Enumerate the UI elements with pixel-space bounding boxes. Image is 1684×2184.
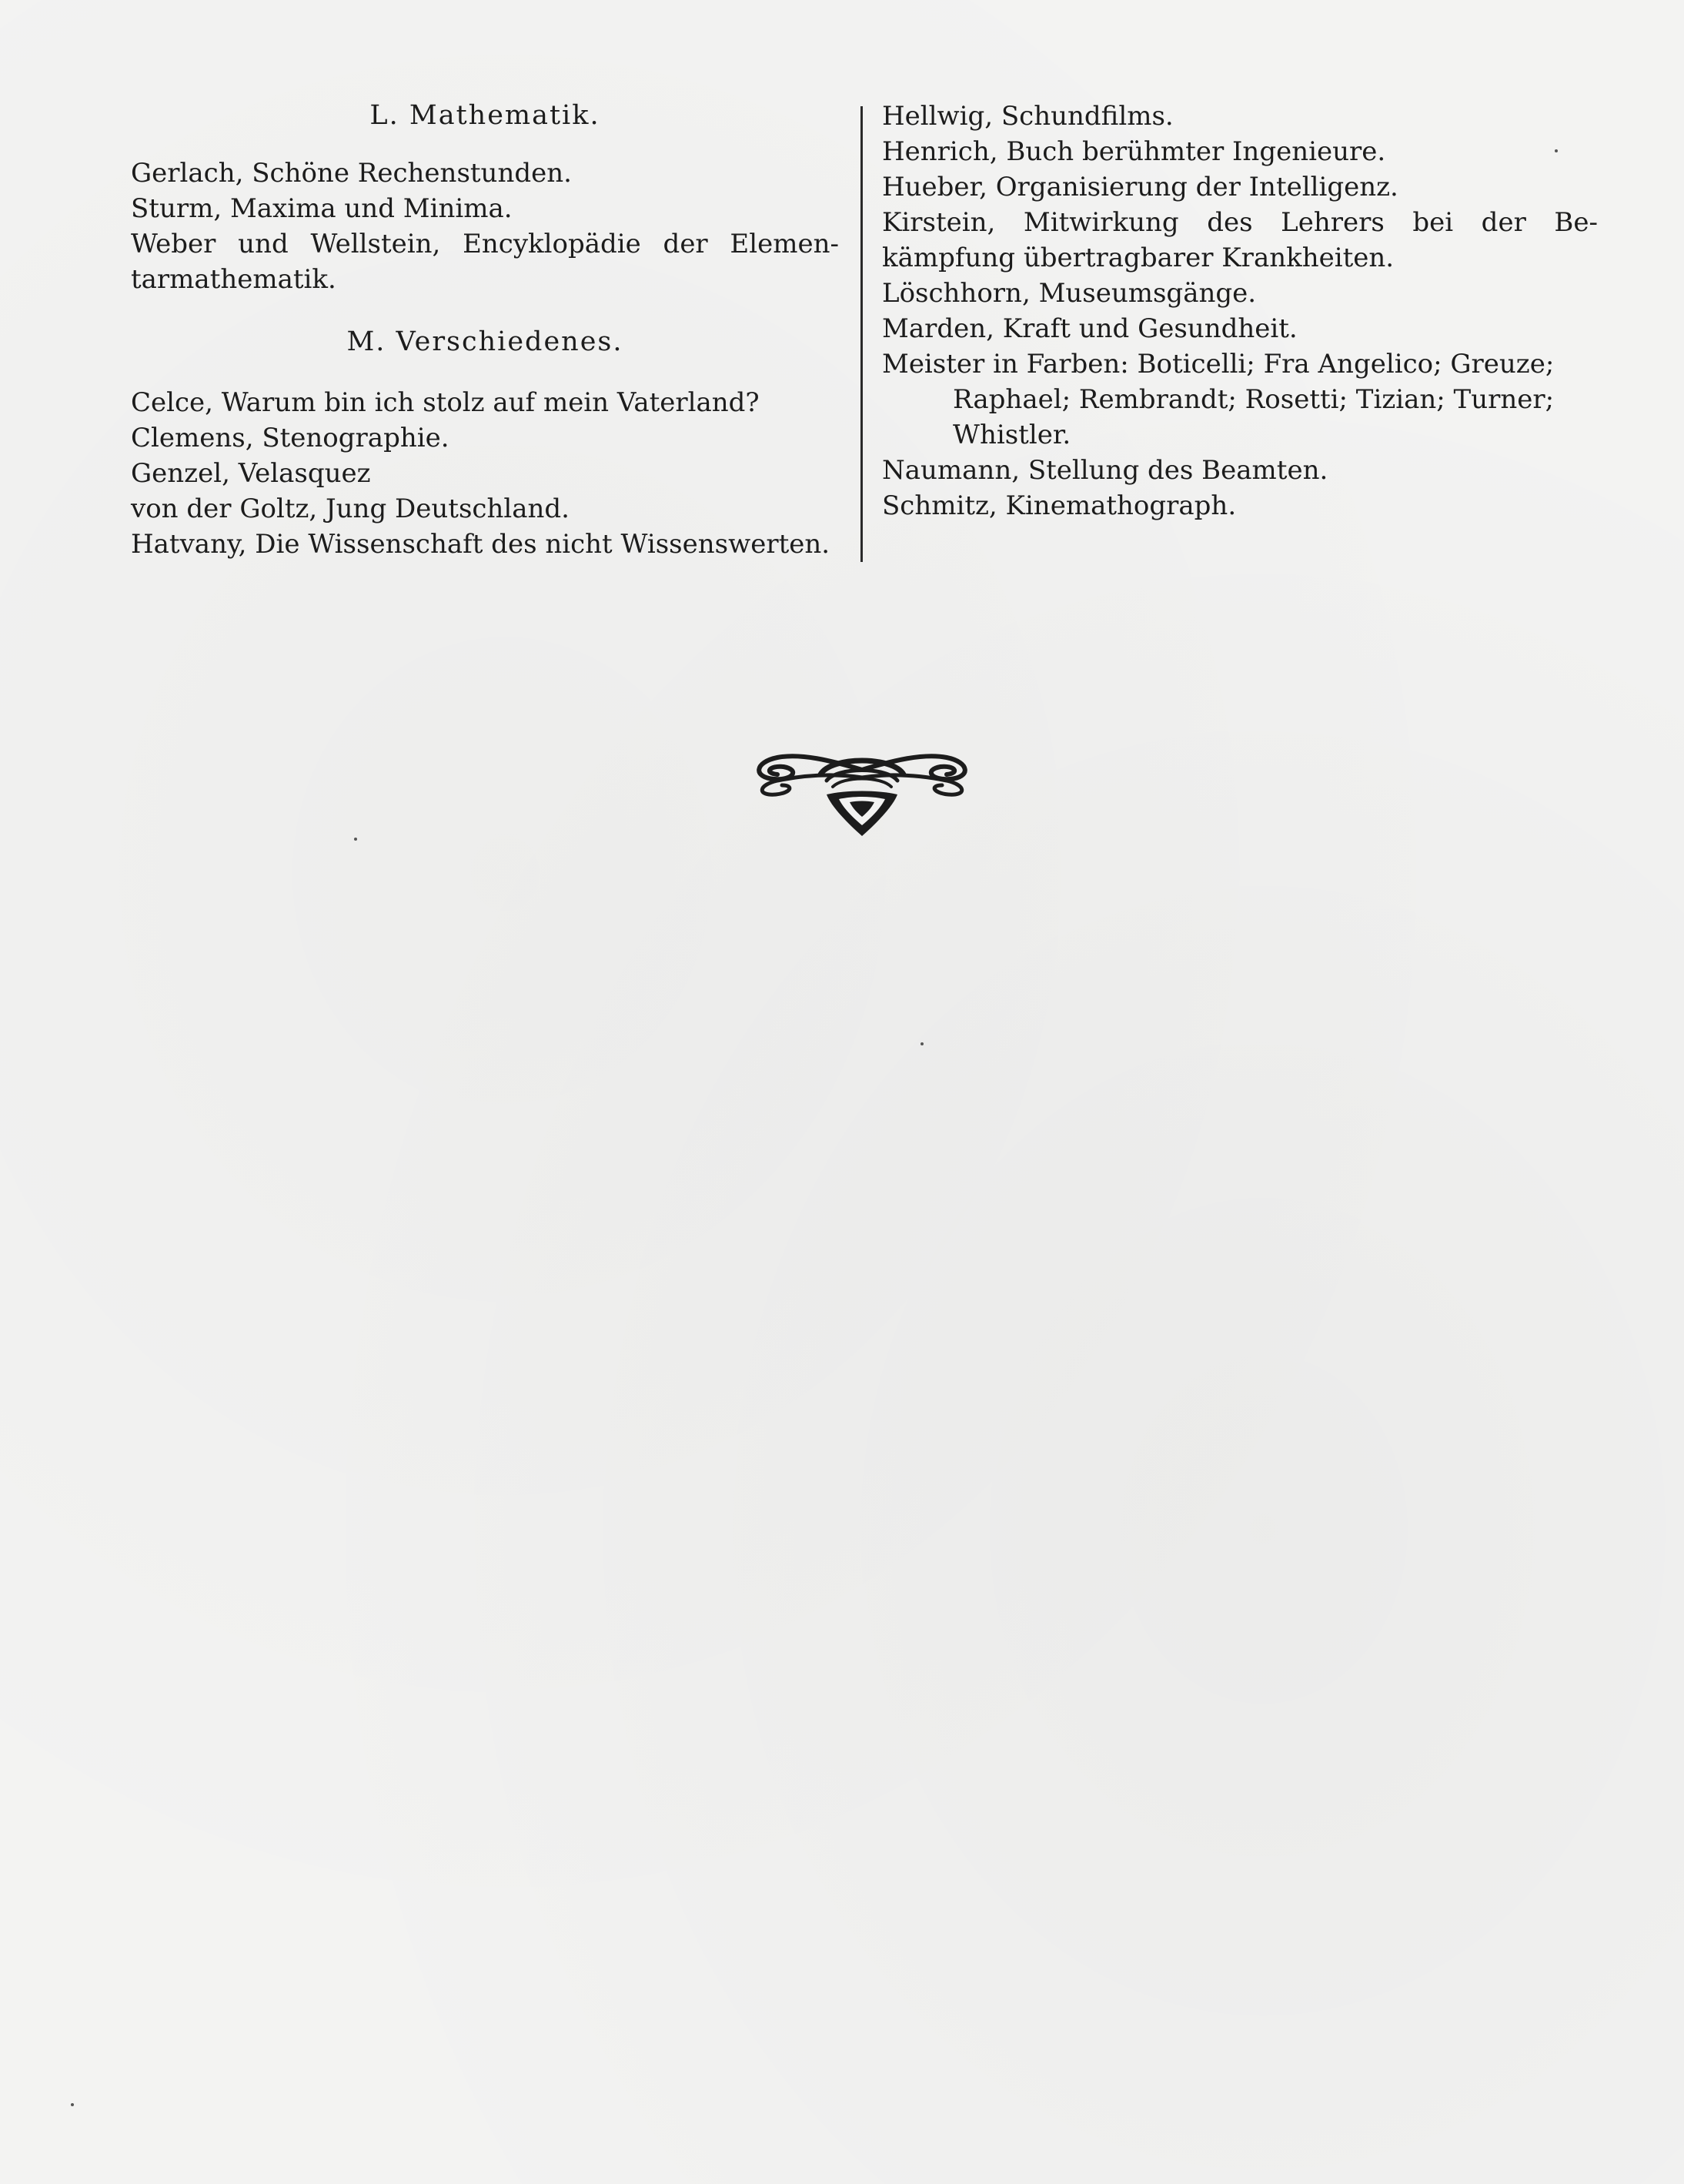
list-item-line: Raphael; Rembrandt; Rosetti; Tizian; Turner; xyxy=(953,384,1555,415)
list-item-line: kämpfung übertragbarer Krankheiten. xyxy=(882,242,1395,273)
list-item: Schmitz, Kinemathograph. xyxy=(882,490,1237,521)
list-item: Henrich, Buch berühmter Ingenieure. xyxy=(882,136,1386,167)
list-item-line: Weber und Wellstein, Encyklopädie der Elemen- xyxy=(131,229,839,259)
list-item-line: Kirstein, Mitwirkung des Lehrers bei der Be- xyxy=(882,207,1598,238)
section-heading-mathematik: L. Mathematik. xyxy=(369,100,600,131)
list-item: Clemens, Stenographie. xyxy=(131,423,449,453)
print-speck xyxy=(71,2103,74,2106)
list-item xyxy=(131,226,839,297)
list-item: von der Goltz, Jung Deutschland. xyxy=(131,493,570,524)
list-item: Marden, Kraft und Gesundheit. xyxy=(882,313,1298,344)
list-item-line: Meister in Farben: Boticelli; Fra Angelico; Greuze; xyxy=(882,349,1555,380)
right-column xyxy=(882,99,1598,523)
print-speck xyxy=(921,1042,924,1045)
list-item: Hellwig, Schundfilms. xyxy=(882,101,1174,132)
list-item: Gerlach, Schöne Rechenstunden. xyxy=(131,158,572,189)
list-item: Celce, Warum bin ich stolz auf mein Vaterland? xyxy=(131,387,760,418)
list-item: Genzel, Velasquez xyxy=(131,458,371,489)
list-item-line: Whistler. xyxy=(953,420,1071,450)
left-column xyxy=(131,99,839,562)
print-speck xyxy=(1555,149,1558,152)
list-item: Sturm, Maxima und Minima. xyxy=(131,193,513,224)
list-item xyxy=(882,205,1598,276)
list-item xyxy=(882,346,1598,453)
list-item: Naumann, Stellung des Beamten. xyxy=(882,455,1328,486)
print-speck xyxy=(354,838,357,841)
section-heading-verschiedenes: M. Verschiedenes. xyxy=(346,326,623,357)
list-item: Hatvany, Die Wissenschaft des nicht Wissenswerten. xyxy=(131,529,830,560)
list-item: Hueber, Organisierung der Intelligenz. xyxy=(882,172,1398,202)
column-divider xyxy=(860,106,863,562)
art-nouveau-tailpiece-ornament-icon xyxy=(747,730,977,845)
list-item-line: tarmathematik. xyxy=(131,264,336,295)
list-item: Löschhorn, Museumsgänge. xyxy=(882,278,1257,309)
